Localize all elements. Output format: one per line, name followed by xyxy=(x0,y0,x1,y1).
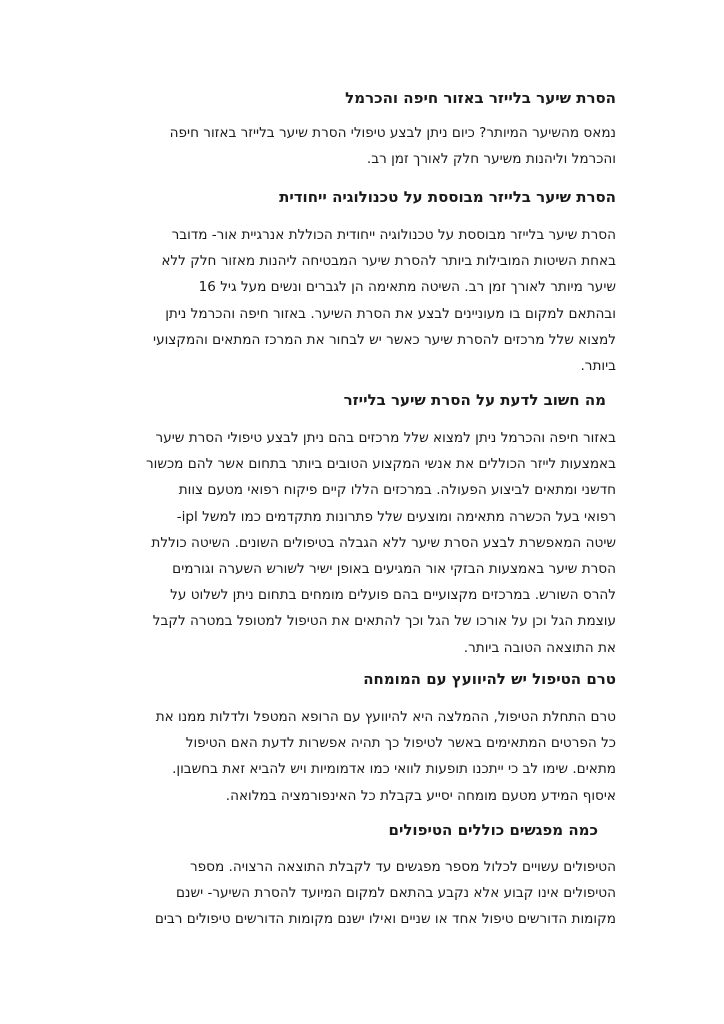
paragraph-line: הטיפולים אינו קבוע אלא נקבע בהתאם למקום המיועד להסרת השיער- ישנם xyxy=(176,885,616,902)
paragraph-line: באחת השיטות המובילות ביותר להסרת שיער המבטיחה ליהנות מאזור חלק ללא xyxy=(161,253,616,270)
paragraph-line: באזור חיפה והכרמל ניתן למצוא שלל מרכזים בהם ניתן לבצע טיפולי הסרת שיער xyxy=(155,430,616,446)
paragraph-line: מתאים. שימו לב כי ייתכנו תופעות לוואי כמו אדמומיות ויש להביא זאת בחשבון. xyxy=(172,761,616,778)
paragraph xyxy=(108,120,616,172)
paragraph-line: שיער מיותר לאורך זמן רב. השיטה מתאימה הן לגברים ונשים מעל גיל 16 xyxy=(198,279,616,296)
paragraph-line: מקומות הדורשים טיפול אחד או שניים ואילו ישנם מקומות הדורשים טיפולים רבים xyxy=(154,911,616,928)
paragraph-line: כל הפרטים המתאימים באשר לטיפול כך תהיה אפשרות לדעת האם הטיפול xyxy=(185,735,616,752)
paragraph xyxy=(108,425,616,661)
paragraph-line: באמצעות לייזר הכוללים את אנשי המקצוע הטובים ביותר בתחום אשר להם מכשור xyxy=(145,456,616,473)
paragraph-line: שיטה המאפשרת לבצע הסרת שיער ללא הגבלה בטיפולים השונים. השיטה כוללת xyxy=(151,534,616,551)
paragraph-line: את התוצאה הטובה ביותר. xyxy=(463,639,616,656)
paragraph-line: והכרמל וליהנות משיער חלק לאורך זמן רב. xyxy=(366,151,616,168)
paragraph xyxy=(108,854,616,933)
paragraph-line: רפואי בעל הכשרה מתאימה ומוצעים שלל פתרונות מתקדמים כמו למשל ipl- xyxy=(176,508,616,525)
paragraph xyxy=(108,704,616,809)
paragraph-line: הטיפולים עשויים לכלול מספר מפגשים עד לקבלת התוצאה הרצויה. מספר xyxy=(189,859,616,875)
paragraph-line: איסוף המידע מטעם מומחה יסייע בקבלת כל האינפורמציה במלואה. xyxy=(225,787,616,804)
paragraph-line: נמאס מהשיער המיותר? כיום ניתן לבצע טיפולי הסרת שיער בלייזר באזור חיפה xyxy=(169,125,616,141)
paragraph-line: ביותר. xyxy=(580,357,616,374)
paragraph-line: טרם התחלת הטיפול, ההמלצה היא להיוועץ עם הרופא המטפל ולדלות ממנו את xyxy=(155,709,616,725)
paragraph-line: ובהתאם למקום בו מעוניינים לבצע את הסרת השיער. באזור חיפה והכרמל ניתן xyxy=(165,305,616,322)
paragraph-line: למצוא שלל מרכזים להסרת שיער כאשר יש לבחור את המרכז המתאים והמקצועי xyxy=(153,331,616,348)
section-heading: מה חשוב לדעת על הסרת שיער בלייזר xyxy=(343,391,606,409)
paragraph-line: עוצמת הגל וכן על אורכו של הגל וכך להתאים את הטיפול למטופל במטרה לקבל xyxy=(152,613,616,630)
document-page xyxy=(108,0,616,1024)
paragraph xyxy=(108,222,616,379)
paragraph-line: הסרת שיער בלייזר מבוססת על טכנולוגיה ייחודית הכוללת אנרגיית אור- מדובר xyxy=(171,227,616,243)
section-heading: טרם הטיפול יש להיוועץ עם המומחה xyxy=(363,670,616,688)
paragraph-line: חדשני ומתאים לביצוע הפעולה. במרכזים הללו קיים פיקוח רפואי מטעם צוות xyxy=(178,482,616,499)
section-heading: הסרת שיער בלייזר מבוססת על טכנולוגיה ייחודית xyxy=(279,188,616,206)
paragraph-line: להרס השורש. במרכזים מקצועיים בהם פועלים מומחים בתחום ניתן לשלוט על xyxy=(170,587,616,604)
paragraph-line: הסרת שיער באמצעות הבזקי אור המגיעים באופן ישיר לשורש השערה וגורמים xyxy=(172,560,616,577)
section-heading: הסרת שיער בלייזר באזור חיפה והכרמל xyxy=(345,89,616,107)
section-heading: כמה מפגשים כוללים הטיפולים xyxy=(388,821,598,839)
